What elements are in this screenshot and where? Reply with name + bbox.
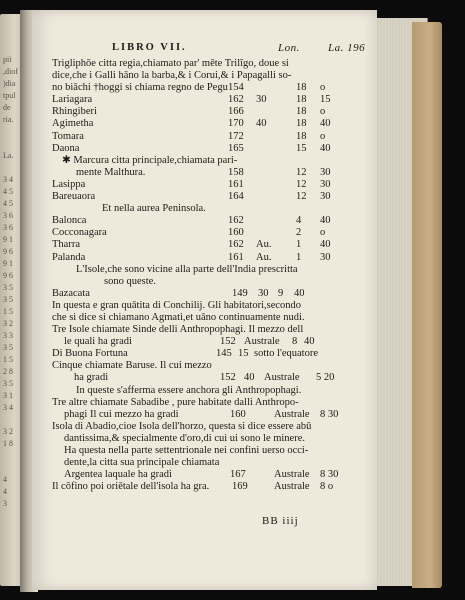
- table-row: mente Malthura. 158 12 30: [76, 166, 331, 178]
- intro-line-1: Trigliphōe citta regia,chiamato par' mēte Trilīgo, doue si: [52, 58, 289, 69]
- header-lon: Lon.: [278, 42, 300, 54]
- book-cover-edge: [412, 22, 442, 588]
- table-row: phagi Il cui mezzo ha gradi 160 Australe 8 30: [64, 408, 339, 420]
- intro-line-2: dice,che i Galli hāno la barba,& i Corui,& i Papagalli so-: [52, 70, 292, 82]
- table-row: Palanda 161 Au. 1 30: [52, 251, 331, 263]
- table-row: Tharra 162 Au. 1 40: [52, 239, 331, 251]
- page-text: [52, 58, 368, 493]
- running-header: [112, 42, 377, 56]
- body-line: In questa e gran quātita di Conchilij. Gli habitatori,secondo: [52, 299, 302, 311]
- table-row: ha gradi 152 40 Australe 5 20: [74, 372, 335, 384]
- table-row: Di Buona Fortuna 145 15 sotto l'equatore: [52, 348, 318, 360]
- table-row: Argentea laquale ha gradi 167 Australe 8 30: [64, 469, 339, 481]
- body-line: dantissima,& specialmente d'oro,di cui ui sono le minere.: [64, 432, 306, 444]
- body-line: Isola di Abadio,cioe Isola dell'horzo, questa si dice essere abū: [52, 420, 312, 432]
- table-row: Bazacata 149 30 9 40: [52, 287, 305, 299]
- baruse-line: Cinque chiamate Baruse. Il cui mezzo: [52, 360, 212, 372]
- aurea-heading: Et nella aurea Peninsola.: [102, 203, 206, 215]
- table-row: no biāchi †hoggi si chiama regno de Pegu 154 18 o: [52, 82, 326, 94]
- table-row: Il cōfino poi oriētale dell'isola ha gra. 169 Australe 8 o: [52, 481, 334, 493]
- isole-line-2: sono queste.: [104, 275, 156, 287]
- header-title: LIBRO VII.: [112, 42, 187, 53]
- isole-line-1: L'Isole,che sono vicine alla parte dell'India prescritta: [76, 263, 298, 275]
- header-lat: La. 196: [328, 42, 366, 54]
- table-row: Balonca 162 4 40: [52, 215, 331, 227]
- left-page-fragment-text: pii ,diof )dia tpul de ria. La. 3 4 4 5 4 5 3 6 3 6 9 1 9 6 9 1 9 6 3 5 3 5 1 5 3 2 3 3 3 5 1 5 2 8 3 5 3 1 3 4 3 2 1 8 4 4 3: [3, 55, 18, 508]
- table-row: le quali ha gradi 152 Australe 8 40: [64, 336, 315, 348]
- sabadibe-line: Tre altre chiamate Sabadibe , pure habitate dalli Anthropo-: [52, 396, 299, 408]
- table-row: Tomara 172 18 o: [52, 130, 326, 142]
- table-row: Daona 165 15 40: [52, 142, 331, 154]
- table-row: Bareuaora 164 12 30: [52, 191, 331, 203]
- body-line: che si dice si chiamano Agmati,et uāno continuamente nudi.: [52, 311, 305, 323]
- table-row: Lariagara 162 30 18 15: [52, 94, 331, 106]
- body-line: dente,la citta sua principale chiamata: [64, 457, 220, 469]
- table-row: Lasippa 161 12 30: [52, 178, 331, 190]
- signature-mark: BB iiij: [262, 515, 299, 527]
- body-line: Ha questa nella parte settentrionale nei confini uerso occi-: [64, 445, 309, 456]
- table-row: Agimetha 170 40 18 40: [52, 118, 331, 130]
- anthro-line: In queste s'afferma essere anchora gli Anthropophagi.: [76, 384, 302, 396]
- table-row: Rhingiberi 166 18 o: [52, 106, 326, 118]
- table-row: Cocconagara 160 2 o: [52, 227, 326, 239]
- marcura-line: ✱ Marcura citta principale,chiamata pari-: [62, 154, 238, 166]
- body-line: Tre Isole chiamate Sinde delli Anthropophagi. Il mezzo dell: [52, 324, 304, 336]
